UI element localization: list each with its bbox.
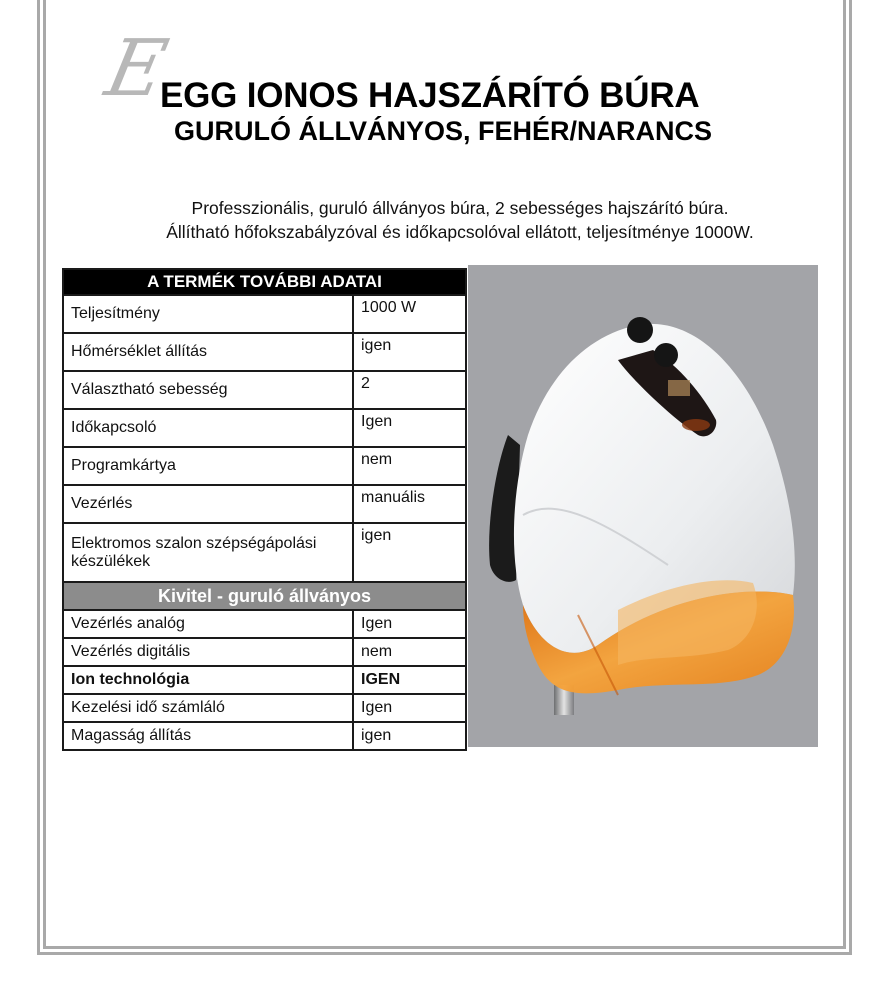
product-image [468, 265, 818, 747]
table-row [63, 485, 466, 523]
spec-label: Elektromos szalon szépségápolási készülékek [63, 523, 353, 582]
control-knob[interactable] [627, 317, 653, 343]
description-line-1: Professzionális, guruló állványos búra, 2 sebességes hajszárító búra. [191, 198, 729, 218]
spec-label: Időkapcsoló [63, 409, 353, 447]
spec-table [62, 268, 467, 751]
table-row [63, 694, 466, 722]
product-subtitle: GURULÓ ÁLLVÁNYOS, FEHÉR/NARANCS [174, 116, 713, 146]
spec-value: igen [353, 333, 466, 371]
spec-label: Magasság állítás [63, 722, 353, 750]
spec-value: Igen [353, 694, 466, 722]
spec-value: nem [353, 638, 466, 666]
spec-table-header: A TERMÉK TOVÁBBI ADATAI [63, 269, 466, 295]
spec-value: igen [353, 722, 466, 750]
spec-section-header: Kivitel - guruló állványos [63, 582, 466, 610]
spec-value: igen [353, 523, 466, 582]
control-knob[interactable] [654, 343, 678, 367]
table-row [63, 371, 466, 409]
table-row [63, 447, 466, 485]
spec-value: Igen [353, 409, 466, 447]
table-row [63, 333, 466, 371]
spec-label: Programkártya [63, 447, 353, 485]
table-row [63, 638, 466, 666]
spec-label: Vezérlés [63, 485, 353, 523]
table-row [63, 295, 466, 333]
spec-label: Vezérlés digitális [63, 638, 353, 666]
spec-value: 2 [353, 371, 466, 409]
table-row [63, 722, 466, 750]
spec-label: Hőmérséklet állítás [63, 333, 353, 371]
spec-label: Teljesítmény [63, 295, 353, 333]
display-icon [668, 380, 690, 396]
table-row [63, 666, 466, 694]
table-row [63, 610, 466, 638]
spec-value: manuális [353, 485, 466, 523]
spec-label: Választható sebesség [63, 371, 353, 409]
spec-label: Ion technológia [63, 666, 353, 694]
spec-value: Igen [353, 610, 466, 638]
logo-script-e: E [98, 24, 175, 114]
table-row [63, 523, 466, 582]
description-line-2: Állítható hőfokszabályzóval és időkapcsolóval ellátott, teljesítménye 1000W. [166, 222, 754, 242]
hair-dryer-hood-illustration [468, 265, 818, 747]
table-row [63, 409, 466, 447]
spec-label: Kezelési idő számláló [63, 694, 353, 722]
spec-value: 1000 W [353, 295, 466, 333]
spec-label: Vezérlés analóg [63, 610, 353, 638]
product-title: EGG IONOS HAJSZÁRÍTÓ BÚRA [160, 76, 700, 115]
spec-value: IGEN [353, 666, 466, 694]
spec-value: nem [353, 447, 466, 485]
